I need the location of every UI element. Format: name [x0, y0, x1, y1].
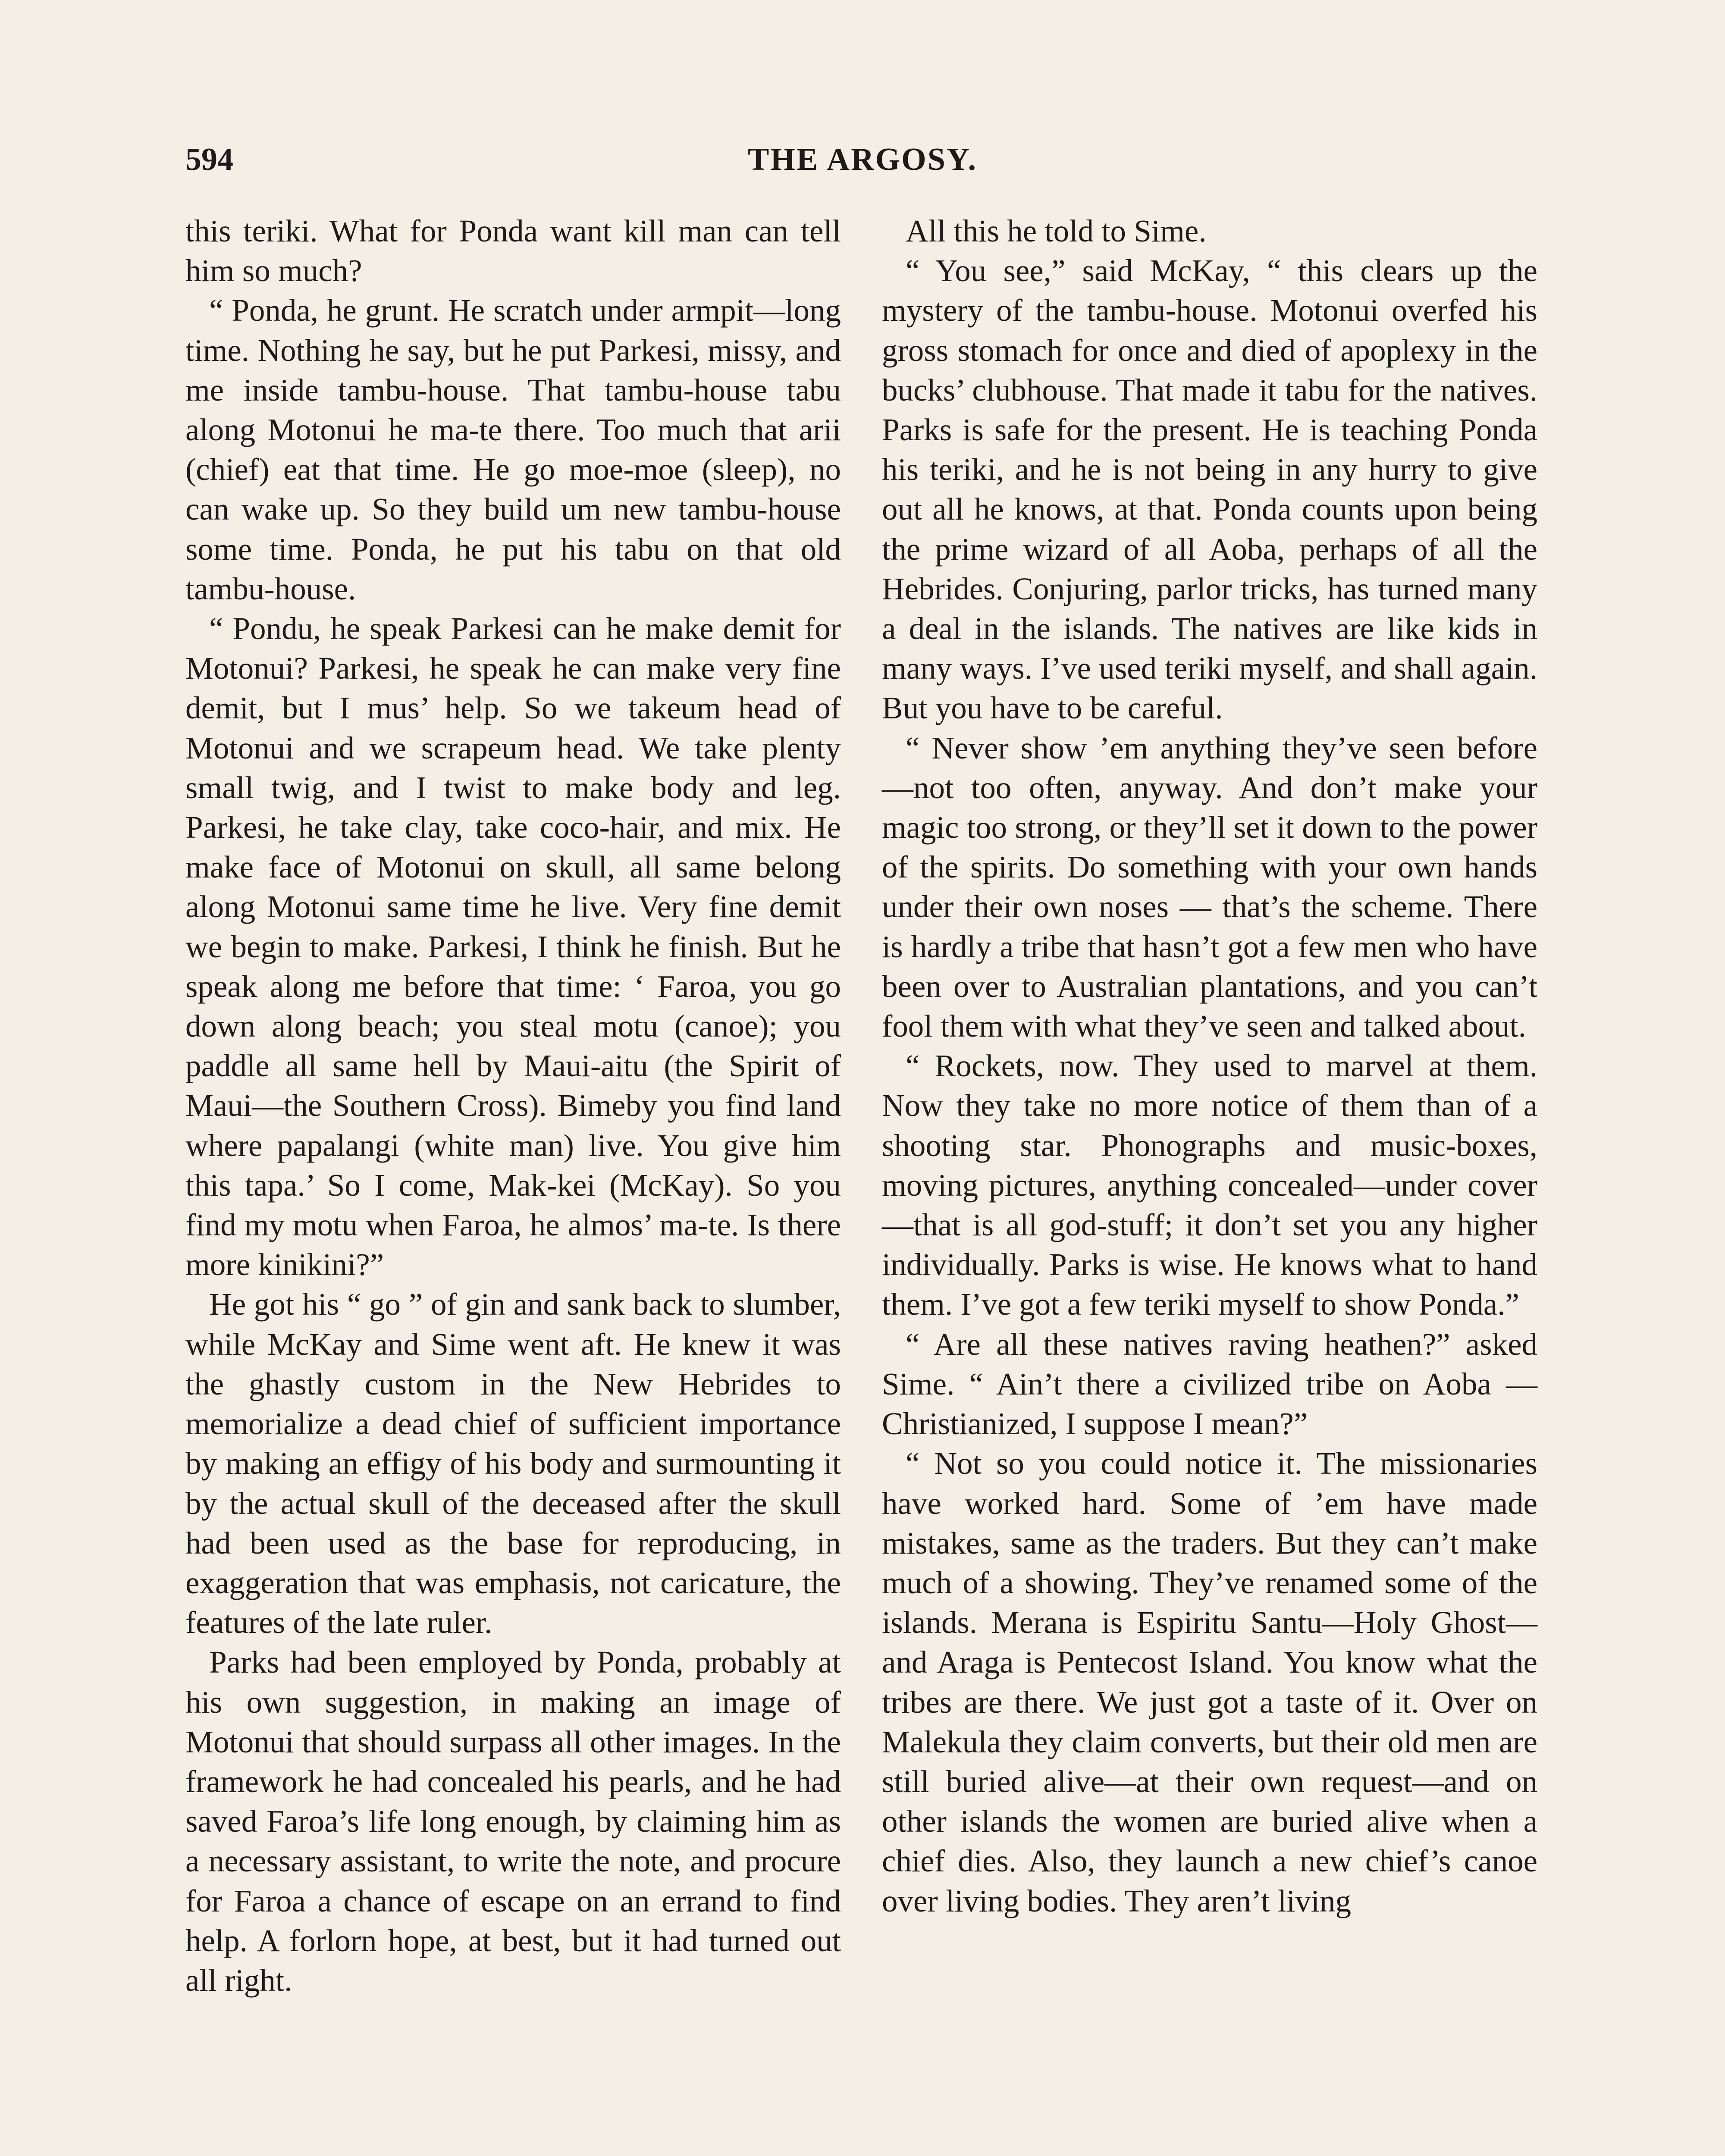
paragraph: “ Ponda, he grunt. He scratch under armpit—long time. Nothing he say, but he put Parkesi, missy, and me inside tambu-house. That tambu-house tabu along Motonui he ma-te there. Too much that arii (chief) eat that time. He go moe-moe (sleep), no can wake up. So they build um new tambu-house some time. Ponda, he put his tabu on that old tambu-house. [185, 293, 841, 606]
paragraph: this teriki. What for Ponda want kill man can tell him so much? [185, 213, 841, 288]
paragraph: He got his “ go ” of gin and sank back to slumber, while McKay and Sime went aft. He knew it was the ghastly custom in the New Hebrides to memorialize a dead chief of sufficient importance by making an effigy of his body and surmounting it by the actual skull of the deceased after the skull had been used as the base for reproducing, in exaggeration that was emphasis, not caricature, the features of the late ruler. [185, 1287, 841, 1640]
paragraph: All this he told to Sime. [906, 213, 1207, 248]
right-column [882, 211, 1537, 1921]
paragraph: “ You see,” said McKay, “ this clears up the mystery of the tambu-house. Motonui overfed his gross stomach for once and died of apoplexy in the bucks’ clubhouse. That made it tabu for the natives. Parks is safe for the present. He is teaching Ponda his teriki, and he is not being in any hurry to give out all he knows, at that. Ponda counts upon being the prime wizard of all Aoba, perhaps of all the Hebrides. Conjuring, parlor tricks, has turned many a deal in the islands. The natives are like kids in many ways. I’ve used teriki myself, and shall again. But you have to be careful. [882, 253, 1537, 726]
paragraph: “ Are all these natives raving heathen?” asked Sime. “ Ain’t there a civilized tribe on Aoba — Christianized, I suppose I mean?” [882, 1326, 1537, 1442]
paragraph: Parks had been employed by Ponda, probably at his own suggestion, in making an image of Motonui that should surpass all other images. In the framework he had concealed his pearls, and he had saved Faroa’s life long enough, by claiming him as a necessary assistant, to write the note, and procure for Faroa a chance of escape on an errand to find help. A forlorn hope, at best, but it had turned out all right. [185, 1645, 841, 1998]
journal-title: THE ARGOSY. [748, 142, 977, 177]
paragraph: “ Rockets, now. They used to marvel at them. Now they take no more notice of them than of a shooting star. Phonographs and music-boxes, moving pictures, anything concealed—under cover—that is all god-stuff; it don’t set you any higher individually. Parks is wise. He knows what to hand them. I’ve got a few teriki myself to show Ponda.” [882, 1048, 1537, 1322]
paragraph: “ Not so you could notice it. The missionaries have worked hard. Some of ’em have made mistakes, same as the traders. But they can’t make much of a showing. They’ve renamed some of the islands. Merana is Espiritu Santu—Holy Ghost—and Araga is Pentecost Island. You know what the tribes are there. We just got a taste of it. Over on Malekula they claim converts, but their old men are still buried alive—at their own request—and on other islands the women are buried alive when a chief dies. Also, they launch a new chief’s canoe over living bodies. They aren’t living [882, 1446, 1537, 1918]
paragraph: “ Never show ’em anything they’ve seen before—not too often, anyway. And don’t make your magic too strong, or they’ll set it down to the power of the spirits. Do something with your own hands under their own noses — that’s the scheme. There is hardly a tribe that hasn’t got a few men who have been over to Australian plantations, and you can’t fool them with what they’ve seen and talked about. [882, 730, 1537, 1044]
left-column [185, 211, 841, 2000]
running-head [185, 138, 1540, 181]
page-number: 594 [185, 142, 233, 177]
paragraph: “ Pondu, he speak Parkesi can he make demit for Motonui? Parkesi, he speak he can make very fine demit, but I mus’ help. So we takeum head of Motonui and we scrapeum head. We take plenty small twig, and I twist to make body and leg. Parkesi, he take clay, take coco-hair, and mix. He make face of Motonui on skull, all same belong along Motonui same time he live. Very fine demit we begin to make. Parkesi, I think he finish. But he speak along me before that time: ‘ Faroa, you go down along beach; you steal motu (canoe); you paddle all same hell by Maui-aitu (the Spirit of Maui—the Southern Cross). Bimeby you find land where papalangi (white man) live. You give him this tapa.’ So I come, Mak-kei (McKay). So you find my motu when Faroa, he almos’ ma-te. Is there more kinikini?” [185, 611, 841, 1282]
